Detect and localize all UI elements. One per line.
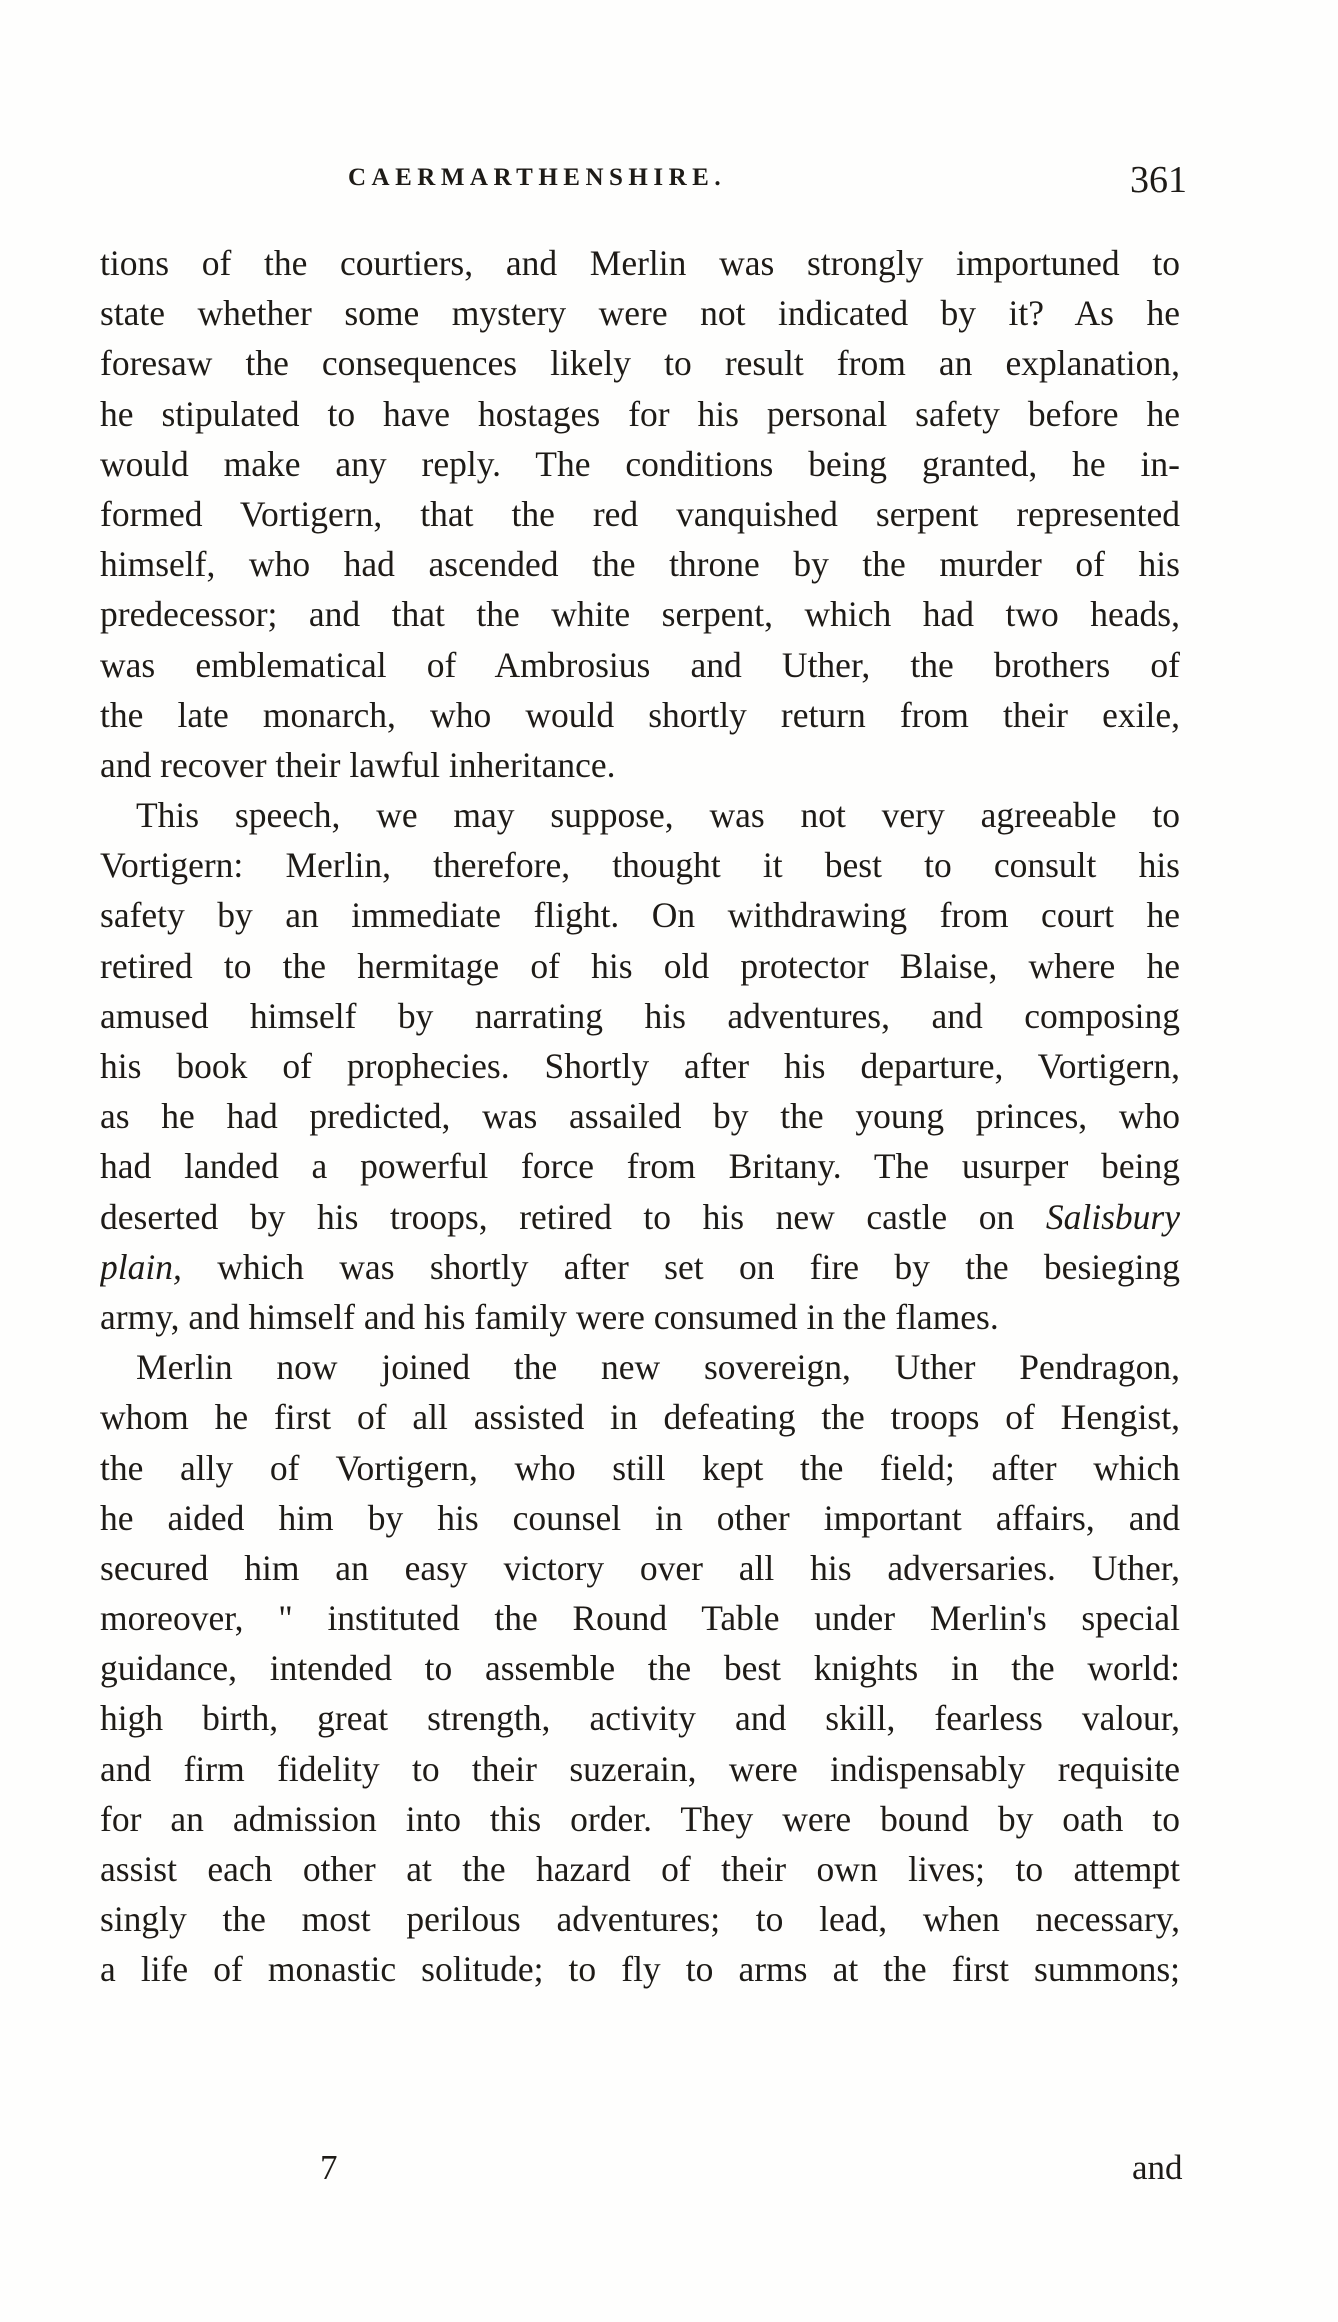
text-line: he aided him by his counsel in other important affairs, and (100, 1497, 1180, 1538)
page-number: 361 (1130, 159, 1187, 201)
text-line: tions of the courtiers, and Merlin was strongly importuned to (100, 243, 1180, 283)
text-line: safety by an immediate flight. On withdrawing from court he (100, 895, 1180, 936)
paragraph-end-line: and recover their lawful inheritance. (100, 744, 616, 785)
text-line: retired to the hermitage of his old protector Blaise, where he (100, 945, 1180, 986)
text-line: formed Vortigern, that the red vanquished serpent represented (100, 493, 1180, 534)
text-line: high birth, great strength, activity and skill, fearless valour, (100, 1698, 1180, 1739)
text-line: foresaw the consequences likely to result from an explanation, (100, 343, 1180, 384)
paragraph-start-line: This speech, we may suppose, was not very agreeable to (136, 795, 1180, 836)
paragraph-end-line: army, and himself and his family were consumed in the flames. (100, 1296, 999, 1337)
text-line: he stipulated to have hostages for his personal safety before he (100, 393, 1180, 434)
text-line: Vortigern: Merlin, therefore, thought it best to consult his (100, 845, 1180, 886)
text-line: amused himself by narrating his adventures, and composing (100, 995, 1180, 1036)
signature-mark: 7 (320, 2148, 338, 2187)
text-line: would make any reply. The conditions being granted, he in- (100, 443, 1180, 484)
text-segment: which was shortly after set on fire by the besieging (217, 1246, 1180, 1287)
text-line: assist each other at the hazard of their own lives; to attempt (100, 1849, 1180, 1889)
text-segment: deserted by his troops, retired to his new castle on (100, 1196, 1015, 1237)
text-line: secured him an easy victory over all his adversaries. Uther, (100, 1547, 1180, 1588)
running-title: CAERMARTHENSHIRE. (348, 164, 727, 191)
text-line: as he had predicted, was assailed by the young princes, who (100, 1096, 1180, 1137)
text-line: for an admission into this order. They were bound by oath to (100, 1798, 1180, 1839)
body-text (100, 238, 1180, 1995)
text-line-with-italic (100, 1242, 1180, 1292)
paragraph-start-line: Merlin now joined the new sovereign, Uther Pendragon, (136, 1347, 1180, 1388)
text-line: whom he first of all assisted in defeating the troops of Hengist, (100, 1397, 1180, 1438)
text-line: a life of monastic solitude; to fly to arms at the first summons; (100, 1949, 1180, 1990)
italic-place-name: plain, (100, 1246, 182, 1287)
text-line: his book of prophecies. Shortly after his departure, Vortigern, (100, 1046, 1180, 1086)
text-line: moreover, " instituted the Round Table under Merlin's special (100, 1598, 1180, 1639)
text-line: was emblematical of Ambrosius and Uther, the brothers of (100, 644, 1180, 685)
text-line: guidance, intended to assemble the best knights in the world: (100, 1648, 1180, 1689)
running-head (0, 158, 1338, 218)
italic-place-name: Salisbury (1045, 1196, 1180, 1237)
text-line: predecessor; and that the white serpent, which had two heads, (100, 594, 1180, 635)
text-line: the ally of Vortigern, who still kept the field; after which (100, 1447, 1180, 1488)
text-line: state whether some mystery were not indicated by it? As he (100, 293, 1180, 334)
text-line: the late monarch, who would shortly return from their exile, (100, 694, 1180, 735)
page-footer (0, 2148, 1338, 2198)
text-line-with-italic (100, 1192, 1180, 1242)
catchword: and (1132, 2148, 1183, 2187)
text-line: had landed a powerful force from Britany. The usurper being (100, 1146, 1180, 1187)
text-line: and firm fidelity to their suzerain, were indispensably requisite (100, 1748, 1180, 1789)
text-line: singly the most perilous adventures; to lead, when necessary, (100, 1899, 1180, 1940)
text-line: himself, who had ascended the throne by the murder of his (100, 544, 1180, 585)
